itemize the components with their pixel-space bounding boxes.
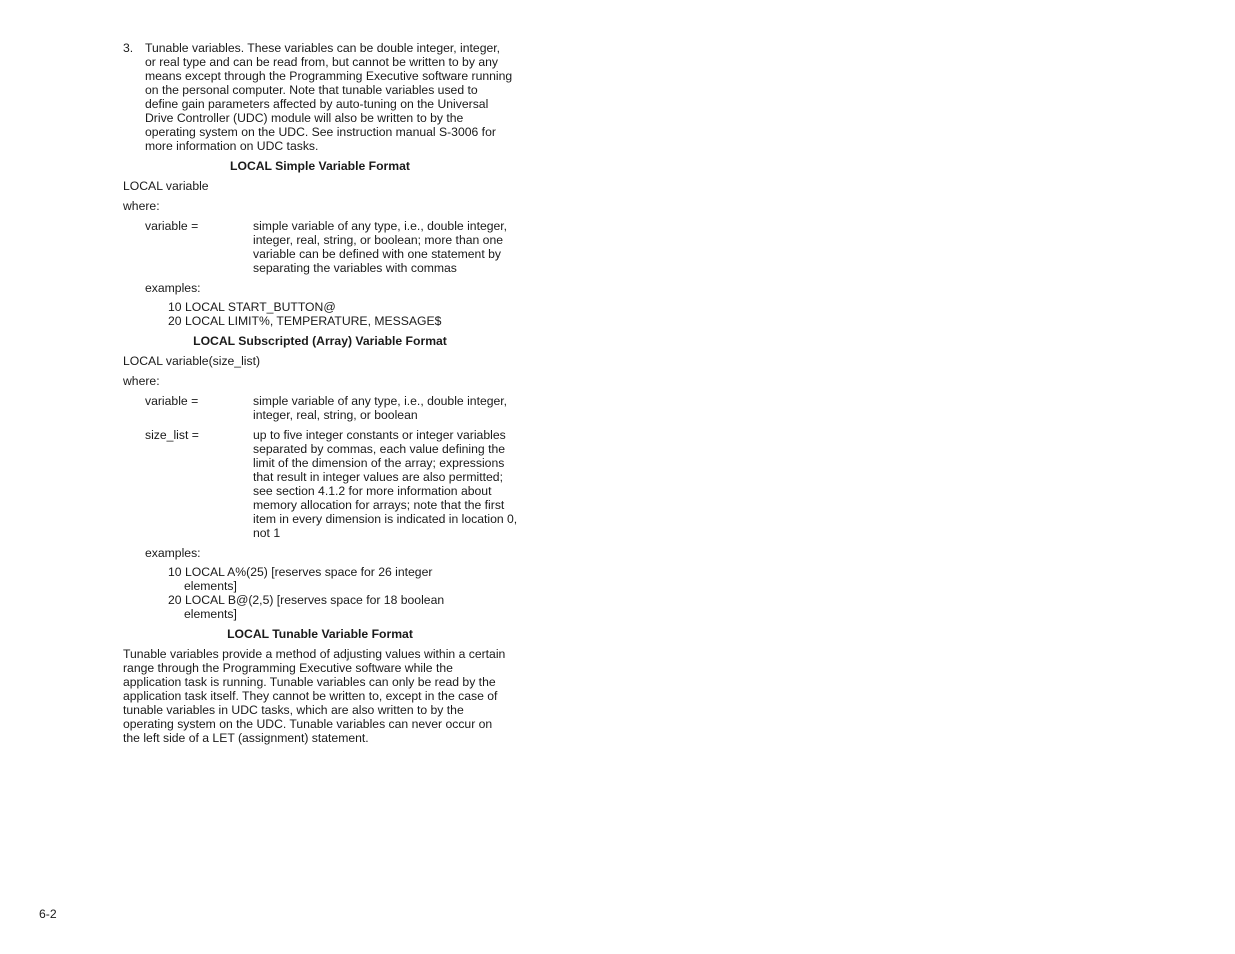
- definition-variable-array: [145, 394, 523, 422]
- example-line: 20 LOCAL LIMIT%, TEMPERATURE, MESSAGE$: [168, 314, 442, 328]
- syntax-simple: LOCAL variable: [123, 179, 209, 193]
- definition-variable-simple: [145, 219, 523, 275]
- definition-term: variable =: [145, 219, 199, 233]
- page-content: [123, 41, 518, 745]
- syntax-array: LOCAL variable(size_list): [123, 354, 261, 368]
- section-heading-tunable: LOCAL Tunable Variable Format: [227, 627, 413, 641]
- example-line: 10 LOCAL START_BUTTON@: [168, 300, 336, 314]
- list-number: 3.: [123, 41, 134, 55]
- definition-description: up to five integer constants or integer variables separated by commas, each value defining the limit of the dimension of the array; expressions that result in integer values are also permitted; see section 4.1.2 for more information about memory allocation for arrays; note that the first item in every dimension is indicated in location 0, not 1: [253, 428, 518, 540]
- examples-label-array: examples:: [145, 546, 201, 560]
- examples-simple: [168, 300, 513, 328]
- example-line: 20 LOCAL B@(2,5) [reserves space for 18 boolean elements]: [168, 593, 445, 621]
- definition-size-list: [145, 428, 523, 540]
- where-label-simple: where:: [123, 199, 160, 213]
- definition-description: simple variable of any type, i.e., double integer, integer, real, string, or boolean: [253, 394, 508, 422]
- examples-label-simple: examples:: [145, 281, 201, 295]
- tunable-paragraph: Tunable variables provide a method of adjusting values within a certain range through the Programming Executive software while the application task is running. Tunable variables can only be read by the application task itself. They cannot be written to, except in the case of tunable variables in UDC tasks, which are also written to by the operating system on the UDC. Tunable variables can never occur on the left side of a LET (assignment) statement.: [123, 647, 506, 745]
- list-item-text: Tunable variables. These variables can be double integer, integer, or real type and can be read from, but cannot be written to by any means except through the Programming Executive software running on the personal computer. Note that tunable variables used to define gain parameters affected by auto-tuning on the Universal Drive Controller (UDC) module will also be written to by the operating system on the UDC. See instruction manual S-3006 for more information on UDC tasks.: [145, 41, 513, 153]
- definition-term: size_list =: [145, 428, 199, 442]
- page-number: 6-2: [39, 907, 57, 921]
- examples-array: [168, 565, 513, 621]
- definition-description: simple variable of any type, i.e., double integer, integer, real, string, or boolean; more than one variable can be defined with one statement by separating the variables with commas: [253, 219, 508, 275]
- section-heading-array: LOCAL Subscripted (Array) Variable Format: [193, 334, 447, 348]
- list-item-3: [123, 41, 513, 153]
- definition-term: variable =: [145, 394, 199, 408]
- section-heading-simple: LOCAL Simple Variable Format: [230, 159, 410, 173]
- where-label-array: where:: [123, 374, 160, 388]
- example-line: 10 LOCAL A%(25) [reserves space for 26 integer elements]: [168, 565, 433, 593]
